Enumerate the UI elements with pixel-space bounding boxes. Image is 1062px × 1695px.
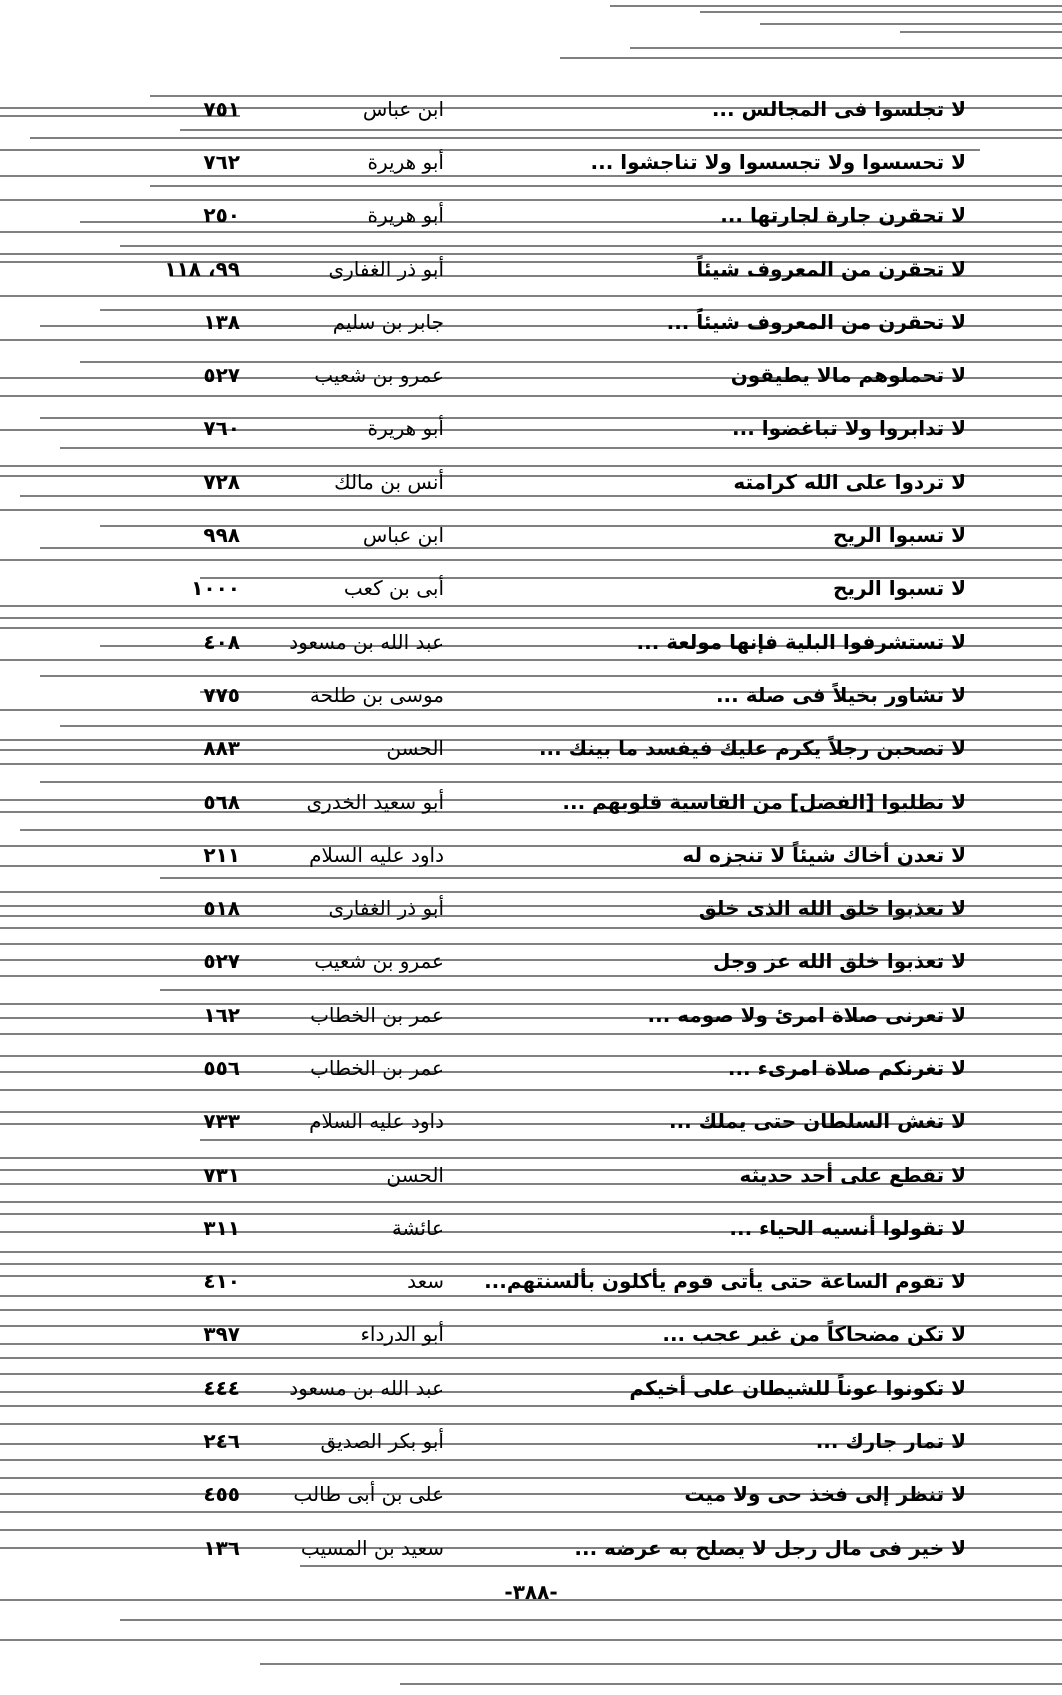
hadith-text: لا تكن مضحاكاً من غير عجب ... <box>662 1322 966 1347</box>
narrator-name: أنس بن مالك <box>334 469 444 494</box>
page-reference: ٥٦٨ <box>203 789 240 814</box>
narrator-name: الحسن <box>386 736 444 761</box>
hadith-text: لا تنظر إلى فخذ حى ولا ميت <box>684 1482 966 1507</box>
page-reference: ٨٨٣ <box>203 736 240 761</box>
page-reference: ١٣٦ <box>203 1535 240 1560</box>
narrator-name: ابن عباس <box>362 523 444 548</box>
narrator-name: جابر بن سليم <box>332 309 444 334</box>
index-row <box>0 508 1062 561</box>
index-row <box>0 1521 1062 1574</box>
index-row <box>0 1041 1062 1094</box>
hadith-text: لا تغرنكم صلاة امرىء ... <box>727 1055 966 1080</box>
page-reference: ٧٥١ <box>203 96 240 121</box>
hadith-text: لا خير فى مال رجل لا يصلح به عرضه ... <box>574 1535 966 1560</box>
index-row <box>0 562 1062 615</box>
page-reference: ٧٣٣ <box>203 1109 240 1134</box>
narrator-name: موسى بن طلحة <box>309 682 444 707</box>
narrator-name: عمرو بن شعيب <box>314 363 444 388</box>
index-row <box>0 1201 1062 1254</box>
page-reference: ٧٣١ <box>203 1162 240 1187</box>
hadith-text: لا تصحبن رجلاً يكرم عليك فيفسد ما بينك ... <box>538 736 966 761</box>
page-reference: ٥٢٧ <box>203 363 240 388</box>
index-row <box>0 881 1062 934</box>
narrator-name: داود عليه السلام <box>309 842 444 867</box>
index-row <box>0 189 1062 242</box>
narrator-name: سعيد بن المسيب <box>300 1535 444 1560</box>
page-reference: ٤١٠ <box>203 1269 240 1294</box>
page-reference: ٧٧٥ <box>203 682 240 707</box>
hadith-text: لا تحقرن جارة لجارتها ... <box>720 203 966 228</box>
index-row <box>0 135 1062 188</box>
page-reference: ١٠٠٠ <box>191 576 240 601</box>
hadith-text: لا تقطع على أحد حديثه <box>739 1162 966 1187</box>
index-row <box>0 615 1062 668</box>
hadith-text: لا تستشرفوا البلية فإنها مولعة ... <box>636 629 966 654</box>
index-row <box>0 1148 1062 1201</box>
index-row <box>0 82 1062 135</box>
page-reference: ٢٤٦ <box>203 1429 240 1454</box>
narrator-name: أبو بكر الصديق <box>320 1429 444 1454</box>
narrator-name: عبد الله بن مسعود <box>289 629 444 654</box>
hadith-text: لا تغش السلطان حتى يملك ... <box>668 1109 966 1134</box>
page-reference: ٧٦٢ <box>203 149 240 174</box>
index-row <box>0 668 1062 721</box>
narrator-name: أبو ذر الغفارى <box>328 896 444 921</box>
hadith-text: لا تقولوا أنسيه الحياء ... <box>729 1215 966 1240</box>
page-reference: ٧٦٠ <box>203 416 240 441</box>
page-reference: ٩٩٨ <box>203 523 240 548</box>
index-row <box>0 935 1062 988</box>
page-reference: ٥٥٦ <box>203 1055 240 1080</box>
hadith-text: لا تكونوا عوناً للشيطان على أخيكم <box>629 1375 966 1400</box>
narrator-name: أبو ذر الغفارى <box>328 256 444 281</box>
page-reference: ٢٥٠ <box>203 203 240 228</box>
hadith-text: لا تسبوا الريح <box>833 523 966 548</box>
hadith-text: لا تحملوهم مالا يطيقون <box>730 363 966 388</box>
index-row <box>0 1095 1062 1148</box>
page-reference: ٤٥٥ <box>203 1482 240 1507</box>
page-reference: ٥٢٧ <box>203 949 240 974</box>
hadith-text: لا تردوا على الله كرامته <box>733 469 966 494</box>
narrator-name: الحسن <box>386 1162 444 1187</box>
page-reference: ٥١٨ <box>203 896 240 921</box>
narrator-name: سعد <box>407 1269 444 1294</box>
index-row <box>0 348 1062 401</box>
hadith-index-table <box>0 82 1062 1574</box>
index-row <box>0 1361 1062 1414</box>
page-reference: ٤٠٨ <box>203 629 240 654</box>
hadith-text: لا تعذبوا خلق الله الذى خلق <box>698 896 966 921</box>
narrator-name: ابن عباس <box>362 96 444 121</box>
index-row <box>0 988 1062 1041</box>
narrator-name: عمر بن الخطاب <box>310 1055 444 1080</box>
hadith-text: لا تدابروا ولا تباغضوا ... <box>732 416 966 441</box>
narrator-name: أبى بن كعب <box>343 576 444 601</box>
hadith-text: لا تعرنى صلاة امرئ ولا صومه ... <box>647 1002 966 1027</box>
page-reference: ٩٩، ١١٨ <box>164 256 240 281</box>
index-row <box>0 1414 1062 1467</box>
page-reference: ١٦٢ <box>203 1002 240 1027</box>
narrator-name: عبد الله بن مسعود <box>289 1375 444 1400</box>
narrator-name: أبو هريرة <box>367 203 444 228</box>
page-reference: ٣٩٧ <box>203 1322 240 1347</box>
hadith-text: لا تقوم الساعة حتى يأتى قوم يأكلون بألسنتهم... <box>484 1269 966 1294</box>
hadith-text: لا تطلبوا [الفضل] من القاسية قلوبهم ... <box>562 789 966 814</box>
hadith-text: لا تمار جارك ... <box>815 1429 966 1454</box>
narrator-name: أبو سعيد الخدرى <box>306 789 444 814</box>
index-row <box>0 1255 1062 1308</box>
hadith-text: لا تسبوا الريح <box>833 576 966 601</box>
narrator-name: أبو هريرة <box>367 416 444 441</box>
page-number: -٣٨٨- <box>504 1580 558 1604</box>
hadith-text: لا تحسسوا ولا تجسسوا ولا تناجشوا ... <box>590 149 966 174</box>
narrator-name: عمرو بن شعيب <box>314 949 444 974</box>
index-row <box>0 455 1062 508</box>
hadith-text: لا تعذبوا خلق الله عز وجل <box>712 949 966 974</box>
index-row <box>0 828 1062 881</box>
index-row <box>0 1308 1062 1361</box>
index-row <box>0 722 1062 775</box>
hadith-text: لا تحقرن من المعروف شيئاً ... <box>666 309 966 334</box>
narrator-name: أبو هريرة <box>367 149 444 174</box>
hadith-text: لا تشاور بخيلاً فى صلة ... <box>715 682 966 707</box>
page-reference: ٢١١ <box>203 842 240 867</box>
hadith-text: لا تعدن أخاك شيئاً لا تنجزه له <box>682 842 966 867</box>
index-row <box>0 242 1062 295</box>
index-row <box>0 775 1062 828</box>
index-row <box>0 402 1062 455</box>
narrator-name: أبو الدرداء <box>360 1322 444 1347</box>
page-reference: ٣١١ <box>203 1215 240 1240</box>
narrator-name: على بن أبى طالب <box>293 1482 444 1507</box>
index-row <box>0 1468 1062 1521</box>
hadith-text: لا تحقرن من المعروف شيئاً <box>696 256 966 281</box>
index-row <box>0 295 1062 348</box>
narrator-name: عائشة <box>391 1215 444 1240</box>
page-reference: ٧٢٨ <box>203 469 240 494</box>
narrator-name: داود عليه السلام <box>309 1109 444 1134</box>
page-reference: ١٣٨ <box>203 309 240 334</box>
hadith-text: لا تجلسوا فى المجالس ... <box>711 96 966 121</box>
page-reference: ٤٤٤ <box>203 1375 240 1400</box>
narrator-name: عمر بن الخطاب <box>310 1002 444 1027</box>
